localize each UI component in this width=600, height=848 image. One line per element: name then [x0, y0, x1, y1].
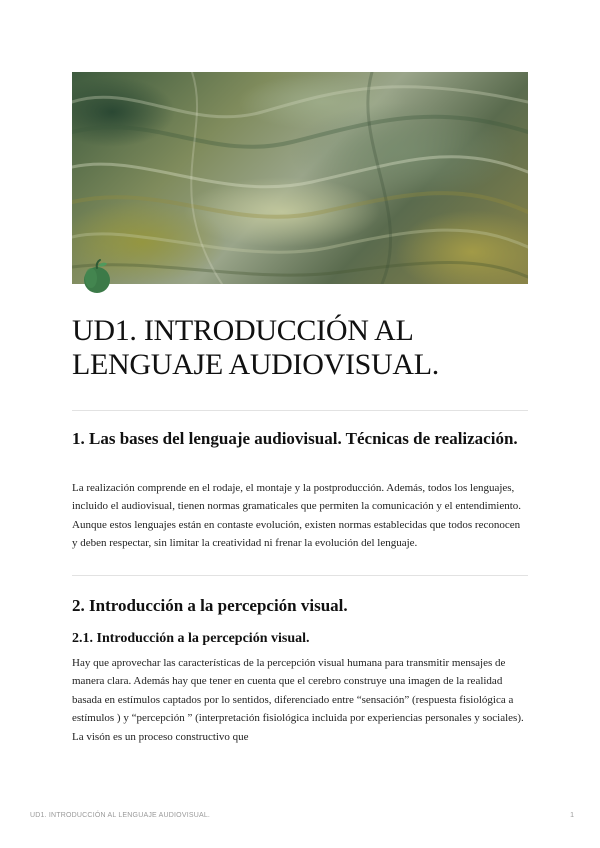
subsection-2-1-heading: 2.1. Introducción a la percepción visual. [72, 631, 310, 646]
cover-texture [72, 72, 528, 284]
apple-icon [81, 258, 113, 294]
section-1-heading: 1. Las bases del lenguaje audiovisual. Técnicas de realización. [72, 429, 518, 448]
section-1-body: La realización comprende en el rodaje, el montaje y la postproducción. Además, todos los lenguajes, incluido el audiovisual, tienen normas gramaticales que permiten la comunicación y el entendimiento. Aunque estos lenguajes están en contaste evolución, existen normas establecidas que todos reconocen y deben respectar, sin limitar la creatividad ni frenar la evolución del lenguaje. [72, 482, 522, 550]
divider [72, 575, 528, 576]
cover-image [72, 72, 528, 284]
divider [72, 410, 528, 411]
section-2-heading: 2. Introducción a la percepción visual. [72, 596, 348, 615]
footer-page-number: 1 [570, 812, 574, 819]
footer-running-title: UD1. INTRODUCCIÓN AL LENGUAJE AUDIOVISUAL. [30, 812, 211, 819]
subsection-2-1-body: Hay que aprovechar las características de la percepción visual humana para transmitir mensajes de manera clara. Además hay que tener en cuenta que el cerebro construye una imagen de la realidad basada en estímulos captados por lo sentidos, diferenciado entre “sensación” (respuesta fisiológica a estímulos ) y “percepción ” (interpretación fisiológica incluida por experiencias personales y sociales). La visón es un proceso constructivo que [72, 657, 524, 743]
document-title: UD1. INTRODUCCIÓN AL LENGUAJE AUDIOVISUAL. [72, 314, 440, 381]
